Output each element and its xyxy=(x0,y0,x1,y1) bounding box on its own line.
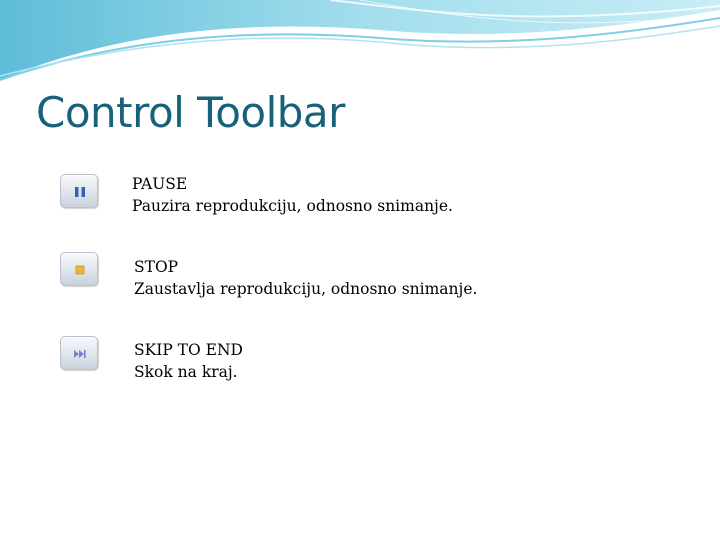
stop-icon xyxy=(73,263,87,277)
slide-title: Control Toolbar xyxy=(36,88,345,137)
pause-icon xyxy=(73,185,87,199)
control-name: STOP xyxy=(134,258,179,276)
skip-to-end-button[interactable] xyxy=(60,336,98,370)
control-description: Zaustavlja reprodukciju, odnosno snimanje. xyxy=(134,280,478,298)
header-wave-decoration xyxy=(0,0,720,90)
control-item-pause xyxy=(0,174,720,234)
skip-to-end-icon xyxy=(73,347,87,361)
control-description: Pauzira reprodukciju, odnosno snimanje. xyxy=(132,197,453,215)
stop-button[interactable] xyxy=(60,252,98,286)
control-item-skip-to-end xyxy=(0,336,720,396)
control-item-stop xyxy=(0,252,720,312)
control-name: PAUSE xyxy=(132,175,188,193)
control-description: Skok na kraj. xyxy=(134,363,238,381)
pause-button[interactable] xyxy=(60,174,98,208)
control-name: SKIP TO END xyxy=(134,341,243,359)
